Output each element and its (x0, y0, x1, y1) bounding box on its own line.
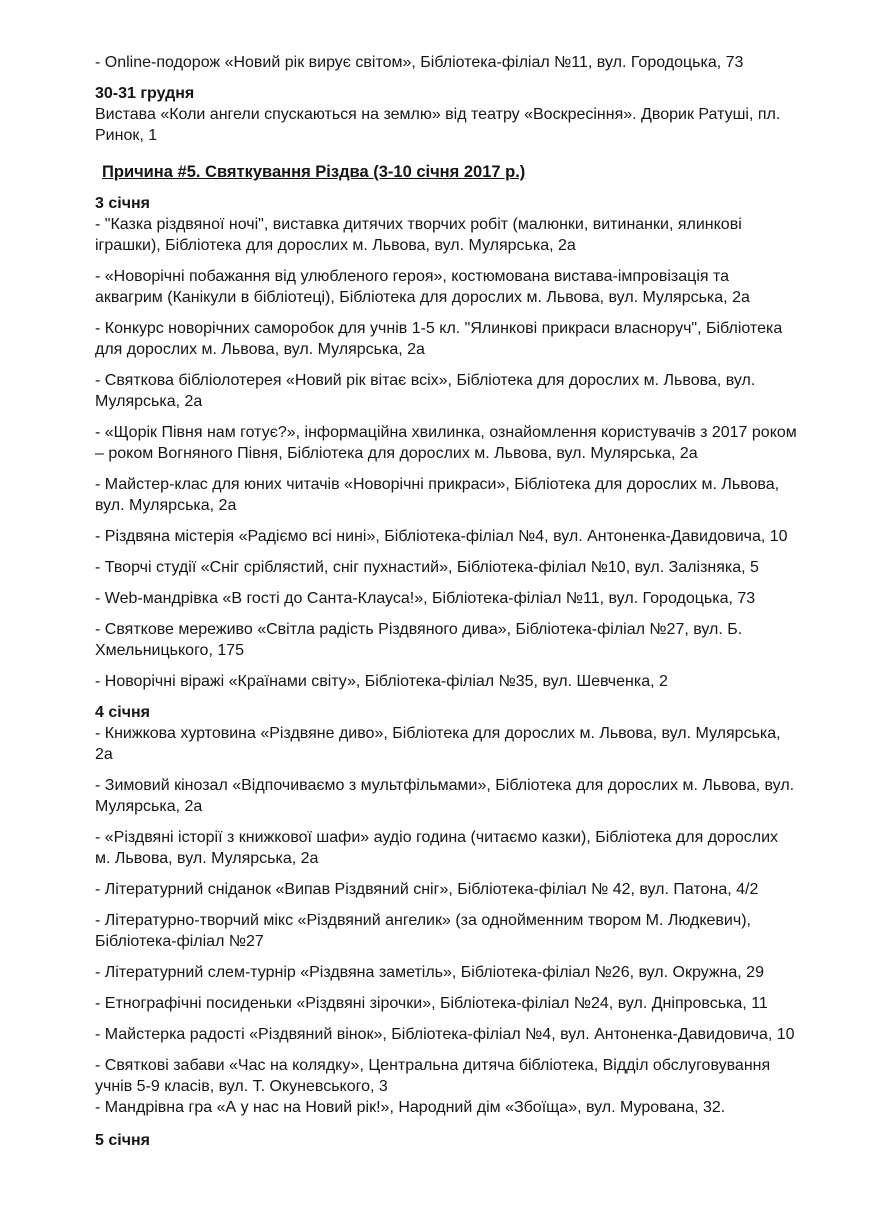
event-item: - Творчі студії «Сніг сріблястий, сніг пухнастий», Бібліотека-філіал №10, вул. Залізняка, 5 (95, 559, 759, 576)
date-heading-3-sichnia: 3 січня (95, 195, 150, 212)
event-item: - Святкова бібліолотерея «Новий рік вітає всіх», Бібліотека для дорослих м. Львова, вул. Мулярська, 2а (95, 372, 756, 410)
date-heading-30-31-hrudnia: 30-31 грудня (95, 85, 195, 102)
date-heading-4-sichnia: 4 січня (95, 704, 150, 721)
event-item: - Новорічні віражі «Країнами світу», Бібліотека-філіал №35, вул. Шевченка, 2 (95, 673, 668, 690)
event-item: - Літературно-творчий мікс «Різдвяний ангелик» (за однойменним твором М. Людкевич), Бібліотека-філіал №27 (95, 912, 751, 950)
event-item: - Майстерка радості «Різдвяний вінок», Бібліотека-філіал №4, вул. Антоненка-Давидовича, 10 (95, 1026, 795, 1043)
event-item: - Мандрівна гра «А у нас на Новий рік!», Народний дім «Збоїща», вул. Мурована, 32. (95, 1099, 726, 1116)
event-item: - Етнографічні посиденьки «Різдвяні зірочки», Бібліотека-філіал №24, вул. Дніпровська, 11 (95, 995, 768, 1012)
event-item: - «Різдвяні історії з книжкової шафи» аудіо година (читаємо казки), Бібліотека для дорослих м. Львова, вул. Мулярська, 2а (95, 829, 778, 867)
event-item: - Майстер-клас для юних читачів «Новорічні прикраси», Бібліотека для дорослих м. Львова, вул. Мулярська, 2а (95, 476, 780, 514)
event-item: - «Щорік Півня нам готує?», інформаційна хвилинка, ознайомлення користувачів з 2017 роком – роком Вогняного Півня, Бібліотека для дорослих м. Львова, вул. Мулярська, 2а (95, 424, 797, 462)
event-item: - «Новорічні побажання від улюбленого героя», костюмована вистава-імпровізація та аквагрим (Канікули в бібліотеці), Бібліотека для дорослих м. Львова, вул. Мулярська, 2а (95, 268, 750, 306)
event-item: - Web-мандрівка «В гості до Санта-Клауса!», Бібліотека-філіал №11, вул. Городоцька, 73 (95, 590, 756, 607)
event-item: - Літературний слем-турнір «Різдвяна заметіль», Бібліотека-філіал №26, вул. Окружна, 29 (95, 964, 764, 981)
event-item: - Зимовий кінозал «Відпочиваємо з мультфільмами», Бібліотека для дорослих м. Львова, вул. Мулярська, 2а (95, 777, 795, 815)
event-item: - "Казка різдвяної ночі", виставка дитячих творчих робіт (малюнки, витинанки, ялинкові іграшки), Бібліотека для дорослих м. Львова, вул. Мулярська, 2а (95, 216, 742, 254)
event-item: - Різдвяна містерія «Радіємо всі нині», Бібліотека-філіал №4, вул. Антоненка-Давидовича, 10 (95, 528, 788, 545)
date-heading-5-sichnia: 5 січня (95, 1132, 150, 1149)
event-item: - Книжкова хуртовина «Різдвяне диво», Бібліотека для дорослих м. Львова, вул. Мулярська, 2а (95, 725, 781, 763)
event-item: - Конкурс новорічних саморобок для учнів 1-5 кл. "Ялинкові прикраси власноруч", Бібліотека для дорослих м. Львова, вул. Мулярська, 2а (95, 320, 783, 358)
event-item-vystava: Вистава «Коли ангели спускаються на землю» від театру «Воскресіння». Дворик Ратуші, пл. Ринок, 1 (95, 106, 781, 144)
event-item-online-podorozh: - Online-подорож «Новий рік вирує світом», Бібліотека-філіал №11, вул. Городоцька, 73 (95, 54, 744, 71)
event-item: - Святкове мереживо «Світла радість Різдвяного дива», Бібліотека-філіал №27, вул. Б. Хмельницького, 175 (95, 621, 743, 659)
section-heading-text: Причина #5. Святкування Різдва (3-10 січня 2017 р.) (102, 163, 526, 181)
section-heading-prychyna-5 (95, 162, 797, 183)
event-item: - Літературний сніданок «Випав Різдвяний сніг», Бібліотека-філіал № 42, вул. Патона, 4/2 (95, 881, 759, 898)
event-item: - Святкові забави «Час на колядку», Центральна дитяча бібліотека, Відділ обслуговування учнів 5-9 класів, вул. Т. Окуневського, 3 (95, 1057, 771, 1095)
